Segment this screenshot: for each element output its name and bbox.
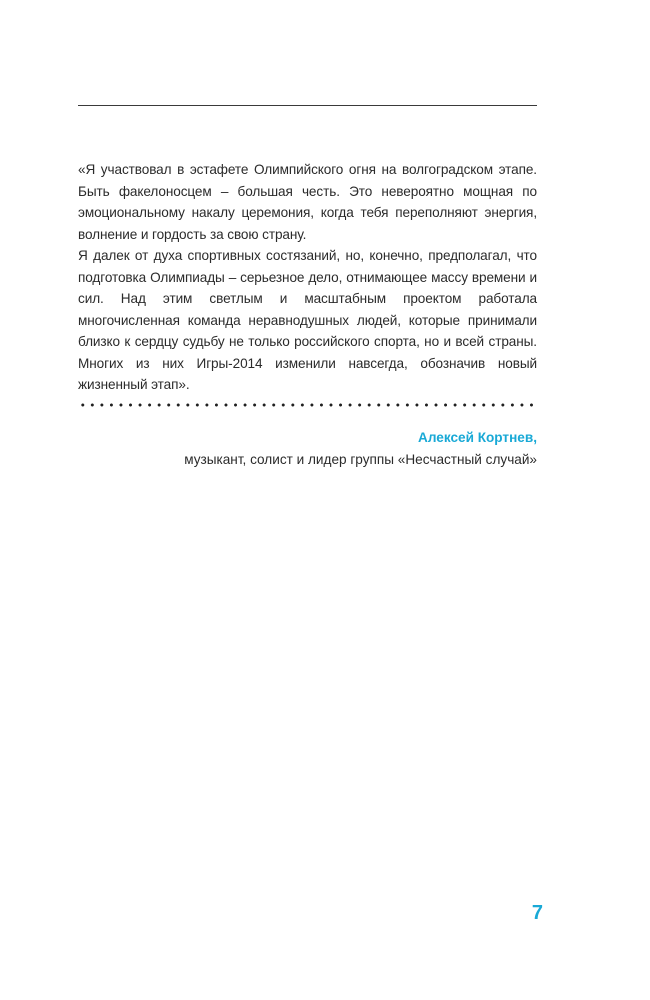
quote-block <box>78 159 537 396</box>
top-rule <box>78 105 537 106</box>
dotted-separator <box>78 402 537 408</box>
author-role: музыкант, солист и лидер группы «Несчастный случай» <box>184 452 537 467</box>
page-number: 7 <box>531 902 543 924</box>
quote-paragraph: Я далек от духа спортивных состязаний, но, конечно, предполагал, что подготовка Олимпиады – серьезное дело, отнимающее массу времени и сил. Над этим светлым и масштабным проектом работала многочисленная команда неравнодушных людей, которые принимали близко к сердцу судьбу не только российского спорта, но и всей страны. Многих из них Игры-2014 изменили навсегда, обозначив новый жизненный этап». <box>78 248 537 392</box>
quote-paragraph: «Я участвовал в эстафете Олимпийского огня на волгоградском этапе. Быть факелоносцем – большая честь. Это невероятно мощная по эмоциональному накалу церемония, когда тебя переполняют энергия, волнение и гордость за свою страну. <box>78 162 537 242</box>
author-name: Алексей Кортнев, <box>418 430 537 445</box>
